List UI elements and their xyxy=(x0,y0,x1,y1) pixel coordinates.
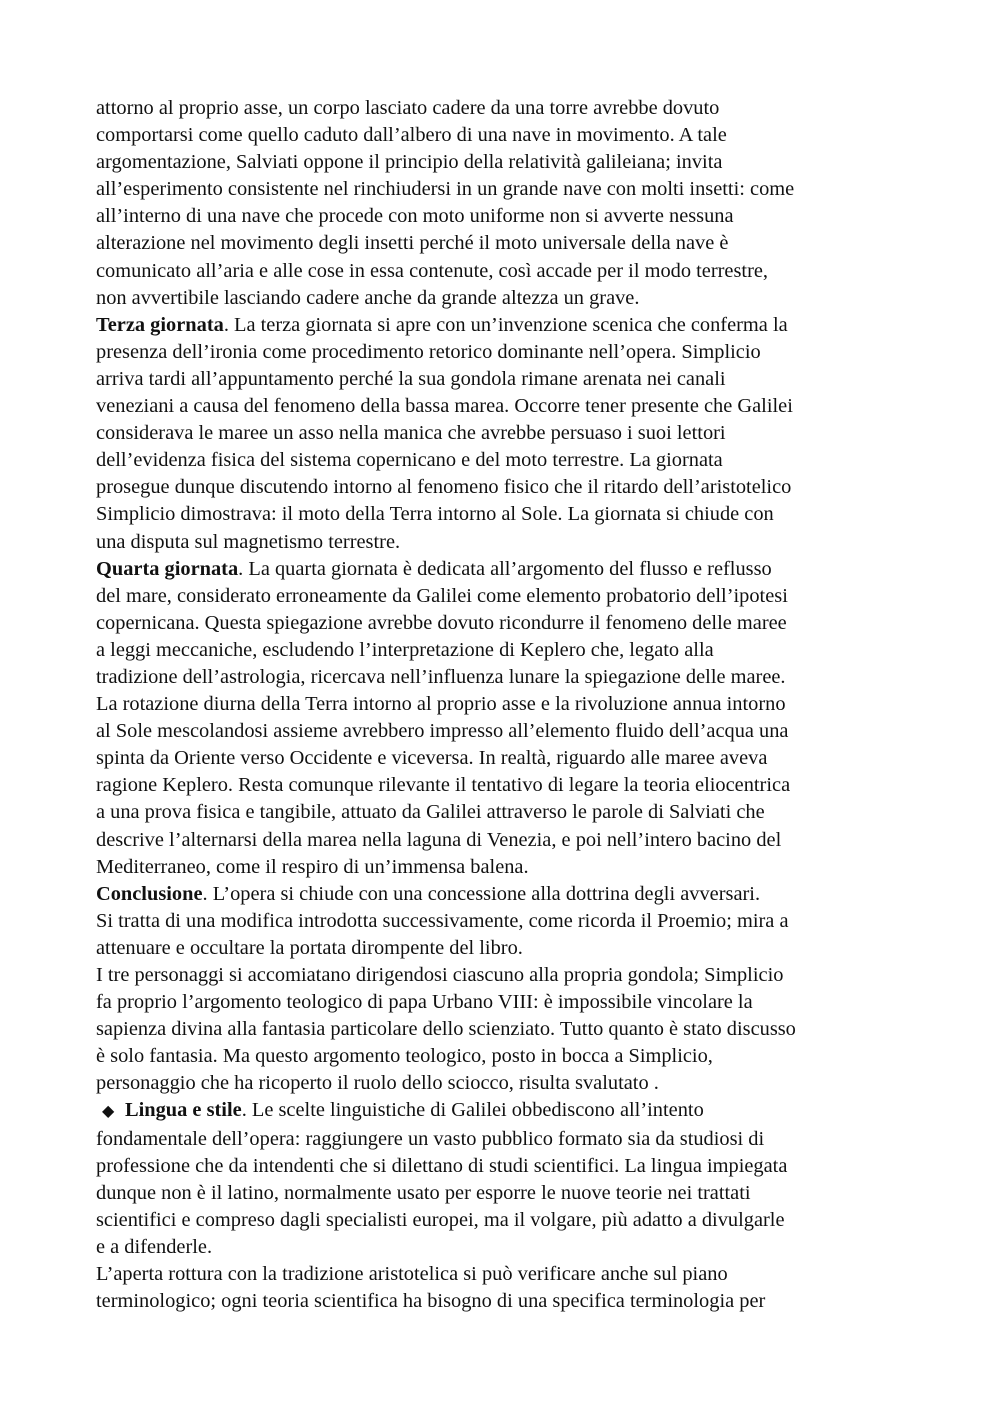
heading-continuation: . L’opera si chiude con una concessione alla dottrina degli avversari. xyxy=(202,882,761,905)
text-line: argomentazione, Salviati oppone il principio della relatività galileiana; invita xyxy=(96,151,723,174)
section-heading-lingua-e-stile: Lingua e stile xyxy=(125,1099,242,1122)
text-line: La rotazione diurna della Terra intorno al proprio asse e la rivoluzione annua intorno xyxy=(96,693,786,716)
text-line: a leggi meccaniche, escludendo l’interpretazione di Keplero che, legato alla xyxy=(96,638,714,661)
text-line: terminologico; ogni teoria scientifica ha bisogno di una specifica terminologia per xyxy=(96,1290,766,1313)
section-heading-terza-giornata: Terza giornata xyxy=(96,313,224,336)
text-line: Mediterraneo, come il respiro di un’immensa balena. xyxy=(96,855,529,878)
text-line xyxy=(96,881,906,908)
paragraph-quarta-giornata xyxy=(96,556,906,881)
text-line: attenuare e occultare la portata dirompente del libro. xyxy=(96,936,523,959)
text-line: L’aperta rottura con la tradizione aristotelica si può verificare anche sul piano xyxy=(96,1263,728,1286)
text-line: ragione Keplero. Resta comunque rilevante il tentativo di legare la teoria eliocentrica xyxy=(96,774,791,797)
text-line: prosegue dunque discutendo intorno al fenomeno fisico che il ritardo dell’aristotelico xyxy=(96,476,792,499)
document-page xyxy=(96,95,906,1315)
text-line: all’esperimento consistente nel rinchiudersi in un grande nave con molti insetti: come xyxy=(96,178,795,201)
text-line xyxy=(96,556,906,583)
text-line: arriva tardi all’appuntamento perché la sua gondola rimane arenata nei canali xyxy=(96,367,726,390)
text-line: all’interno di una nave che procede con moto uniforme non si avverte nessuna xyxy=(96,205,734,228)
diamond-bullet-icon: ◆ xyxy=(102,1103,115,1121)
text-line: fa proprio l’argomento teologico di papa Urbano VIII: è impossibile vincolare la xyxy=(96,991,753,1014)
section-heading-quarta-giornata: Quarta giornata xyxy=(96,557,239,580)
text-line: professione che da intendenti che si dilettano di studi scientifici. La lingua impiegata xyxy=(96,1154,788,1177)
text-line: tradizione dell’astrologia, ricercava nell’influenza lunare la spiegazione delle maree. xyxy=(96,665,786,688)
paragraph-terza-giornata xyxy=(96,312,906,556)
text-line: è solo fantasia. Ma questo argomento teologico, posto in bocca a Simplicio, xyxy=(96,1045,713,1068)
paragraph-conclusione xyxy=(96,881,906,962)
text-line: una disputa sul magnetismo terrestre. xyxy=(96,530,401,553)
section-heading-conclusione: Conclusione xyxy=(96,882,203,905)
text-line: veneziani a causa del fenomeno della bassa marea. Occorre tener presente che Galilei xyxy=(96,395,793,418)
text-line: I tre personaggi si accomiatano dirigendosi ciascuno alla propria gondola; Simplicio xyxy=(96,964,784,986)
text-line: Simplicio dimostrava: il moto della Terra intorno al Sole. La giornata si chiude con xyxy=(96,503,774,526)
text-line: fondamentale dell’opera: raggiungere un vasto pubblico formato sia da studiosi di xyxy=(96,1127,765,1150)
text-line: non avvertibile lasciando cadere anche da grande altezza un grave. xyxy=(96,286,640,309)
text-line: al Sole mescolandosi assieme avrebbero impresso all’elemento fluido dell’acqua una xyxy=(96,720,789,743)
text-line: alterazione nel movimento degli insetti perché il moto universale della nave è xyxy=(96,232,729,255)
text-line: considerava le maree un asso nella manica che avrebbe persuaso i suoi lettori xyxy=(96,422,726,445)
heading-continuation: . Le scelte linguistiche di Galilei obbediscono all’intento xyxy=(241,1099,704,1122)
paragraph-continuation xyxy=(96,95,906,312)
paragraph-personaggi xyxy=(96,962,906,1097)
text-line xyxy=(96,312,906,339)
text-line: e a difenderle. xyxy=(96,1235,213,1258)
text-line: comportarsi come quello caduto dall’albero di una nave in movimento. A tale xyxy=(96,124,727,147)
text-line: Si tratta di una modifica introdotta successivamente, come ricorda il Proemio; mira a xyxy=(96,909,789,932)
text-line: personaggio che ha ricoperto il ruolo dello sciocco, risulta svalutato . xyxy=(96,1072,659,1095)
text-line: comunicato all’aria e alle cose in essa contenute, così accade per il modo terrestre, xyxy=(96,259,769,282)
text-line: descrive l’alternarsi della marea nella laguna di Venezia, e poi nell’intero bacino del xyxy=(96,828,782,851)
text-line: scientifici e compreso dagli specialisti europei, ma il volgare, più adatto a divulgarle xyxy=(96,1208,785,1231)
heading-continuation: . La terza giornata si apre con un’invenzione scenica che conferma la xyxy=(223,313,788,336)
paragraph-lingua-e-stile xyxy=(96,1097,906,1261)
text-line: dell’evidenza fisica del sistema copernicano e del moto terrestre. La giornata xyxy=(96,449,723,472)
text-line xyxy=(96,1097,906,1125)
text-line: del mare, considerato erroneamente da Galilei come elemento probatorio dell’ipotesi xyxy=(96,584,788,607)
text-line: spinta da Oriente verso Occidente e viceversa. In realtà, riguardo alle maree aveva xyxy=(96,747,768,770)
paragraph-rottura-aristotelica xyxy=(96,1261,906,1315)
text-line: dunque non è il latino, normalmente usato per esporre le nuove teorie nei trattati xyxy=(96,1181,751,1204)
text-line: copernicana. Questa spiegazione avrebbe dovuto ricondurre il fenomeno delle maree xyxy=(96,611,787,634)
text-line: sapienza divina alla fantasia particolare dello scienziato. Tutto quanto è stato discusso xyxy=(96,1018,796,1041)
text-line: attorno al proprio asse, un corpo lasciato cadere da una torre avrebbe dovuto xyxy=(96,97,720,119)
heading-continuation: . La quarta giornata è dedicata all’argomento del flusso e reflusso xyxy=(238,557,772,580)
text-line: a una prova fisica e tangibile, attuato da Galilei attraverso le parole di Salviati che xyxy=(96,801,765,824)
text-line: presenza dell’ironia come procedimento retorico dominante nell’opera. Simplicio xyxy=(96,340,761,363)
